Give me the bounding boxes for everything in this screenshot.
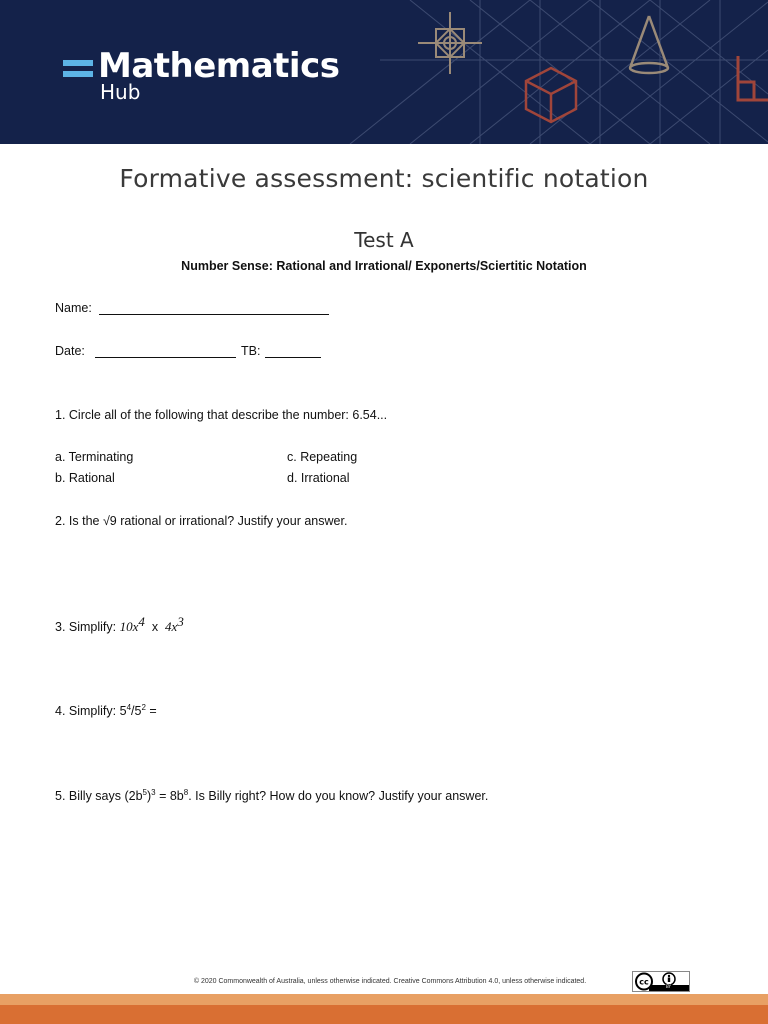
question-5 (55, 789, 488, 803)
q5-part-a: 5. Billy says (2b (55, 789, 143, 803)
q3-exp1: 4 (138, 613, 145, 629)
q4-exp2: 2 (141, 702, 146, 712)
q3-prefix: 3. Simplify: (55, 620, 120, 634)
q1-option-c[interactable]: c. Repeating (287, 450, 358, 464)
logo-subtitle: Hub (100, 80, 141, 104)
copyright-notice: © 2020 Commonwealth of Australia, unless otherwise indicated. Creative Commons Attribution 4.0, unless otherwise indicated. (193, 978, 587, 985)
q3-coef1: 10 (119, 619, 133, 634)
q3-times: x (151, 620, 159, 634)
tb-field[interactable] (265, 357, 321, 358)
name-field[interactable] (99, 314, 329, 315)
test-label: Test A (354, 228, 414, 252)
q4-end: = (145, 704, 157, 718)
cc-license-badge[interactable] (632, 971, 690, 992)
cc-icon (633, 972, 689, 991)
footer-stripe-light (0, 994, 768, 1005)
q1-option-d[interactable]: d. Irrational (287, 471, 350, 485)
logo-title: Mathematics (98, 46, 340, 86)
page-title: Formative assessment: scientific notation (119, 164, 649, 193)
cc-by-label: BY (666, 984, 671, 989)
q3-coef2: 4 (165, 619, 172, 634)
tb-label: TB: (241, 344, 261, 358)
date-label: Date: (55, 344, 85, 358)
date-field[interactable] (95, 357, 236, 358)
cube-icon (520, 64, 582, 126)
q5-exp3: 8 (183, 787, 189, 797)
q5-part-d: . Is Billy right? How do you know? Justify your answer. (188, 789, 489, 803)
logo-bar-bottom (63, 71, 93, 77)
q5-part-b: ) (146, 789, 152, 803)
question-3 (55, 613, 184, 635)
logo-bar-top (63, 60, 93, 66)
question-2: 2. Is the √9 rational or irrational? Justify your answer. (55, 514, 348, 528)
q4-mid: /5 (131, 704, 142, 718)
q4-exp1: 4 (126, 702, 132, 712)
l-shape-icon (730, 52, 768, 108)
topic-heading: Number Sense: Rational and Irrational/ Exponerts/Sciertitic Notation (181, 259, 587, 273)
question-1: 1. Circle all of the following that describe the number: 6.54... (55, 408, 388, 422)
q5-exp1: 5 (142, 787, 147, 797)
compass-ornament-icon (414, 10, 486, 76)
question-4 (55, 704, 157, 718)
q3-var1: x (132, 619, 139, 634)
cone-icon (624, 12, 674, 78)
name-label: Name: (55, 301, 92, 315)
q1-option-b[interactable]: b. Rational (55, 471, 115, 485)
q5-exp2: 3 (151, 787, 156, 797)
svg-text:cc: cc (639, 977, 649, 987)
q1-option-a[interactable]: a. Terminating (55, 450, 134, 464)
footer-stripe-dark (0, 1005, 768, 1024)
q3-exp2: 3 (177, 613, 184, 629)
header-banner (0, 0, 768, 144)
q5-part-c: = 8b (155, 789, 184, 803)
q4-prefix: 4. Simplify: 5 (55, 704, 127, 718)
q3-var2: x (171, 619, 178, 634)
